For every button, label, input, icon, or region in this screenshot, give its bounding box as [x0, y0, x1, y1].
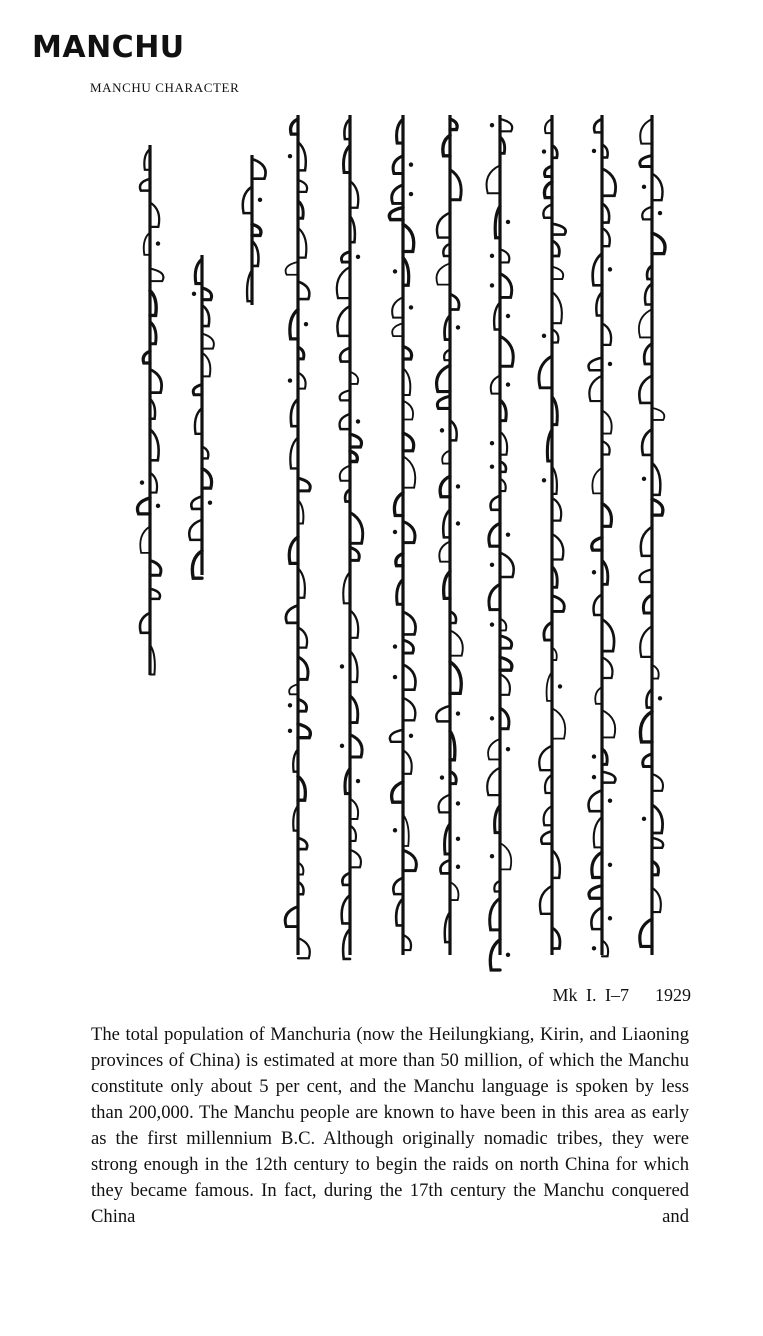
- script-column: [589, 115, 616, 956]
- page-heading: MANCHU: [32, 30, 185, 65]
- script-column: [137, 145, 163, 675]
- caption-reference: Mk I. I–7: [552, 985, 629, 1005]
- specimen-caption: [553, 985, 692, 1006]
- manchu-script-specimen: [120, 105, 700, 985]
- caption-year: 1929: [655, 985, 691, 1005]
- script-column: [436, 115, 463, 955]
- page-subheading: MANCHU CHARACTER: [90, 80, 240, 95]
- script-column: [639, 115, 665, 955]
- script-column: [539, 115, 566, 955]
- manchu-script-image: [120, 105, 700, 985]
- body-paragraph: The total population of Manchuria (now the Heilungkiang, Kirin, and Liaoning provinces of China) is estimated at more than 50 million, of which the Manchu constitute only about 5 per cent, and the Manchu language is spoken by less than 200,000. The Manchu people are known to have been in this area as early as the first millennium B.C. Although originally nomadic tribes, they were strong enough in the 12th century to begin the raids on north China for which they became famous. In fact, during the 17th century the Manchu conquered China and: [91, 1024, 689, 1227]
- script-column: [243, 155, 266, 305]
- script-column: [487, 115, 514, 970]
- script-column: [285, 115, 310, 958]
- script-column: [189, 255, 214, 578]
- script-column: [337, 115, 363, 959]
- script-column: [389, 115, 416, 955]
